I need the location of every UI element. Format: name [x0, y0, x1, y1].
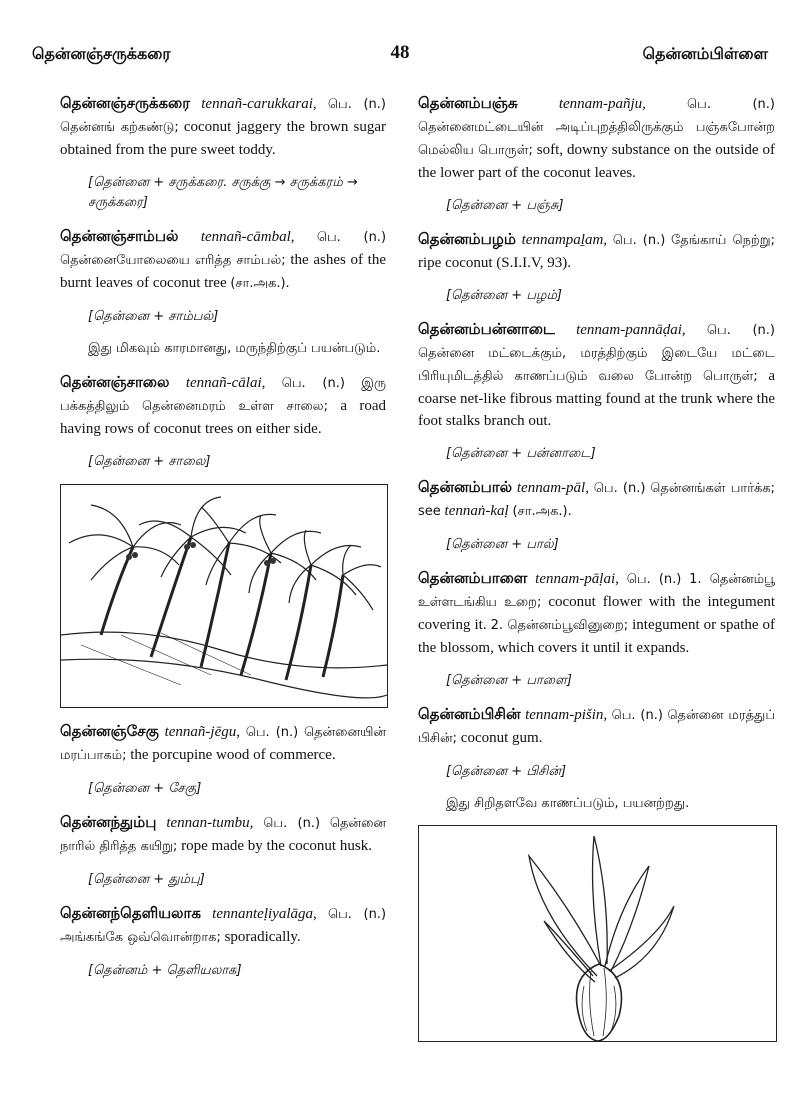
entry-tennan-tumbu	[60, 811, 386, 858]
part-of-speech: பெ. (n.)	[706, 323, 775, 338]
transliteration: tennam-pāḷai,	[535, 571, 619, 587]
part-of-speech: பெ. (n.)	[263, 816, 321, 831]
english-definition: a road having rows of coconut trees on either side.	[60, 398, 386, 437]
transliteration: tennam-pāl,	[516, 480, 589, 496]
english-definition: soft, downy substance on the outside of the lower part of the coconut leaves.	[418, 142, 775, 181]
entry-tennan-calai	[60, 371, 386, 440]
page-header	[32, 40, 768, 70]
etymology: [தென்னை + பாளை]	[446, 673, 572, 688]
tamil-definition: தென்னை மட்டைக்கும், மரத்திற்கும் இடையே மட்டை பிரியுமிடத்தில் காணப்படும் வலை போன்ற பொருள்;	[418, 346, 775, 384]
english-definition: the ashes of the burnt leaves of coconut tree	[60, 252, 387, 291]
transliteration: tennam-pišin,	[525, 707, 608, 723]
headword: தென்னம்பழம்	[418, 230, 516, 248]
transliteration: tennañ-cāmbal,	[200, 229, 295, 245]
source-reference: (சா.அக.).	[512, 504, 572, 519]
left-column	[60, 92, 386, 993]
part-of-speech: பெ. (n.)	[316, 230, 387, 245]
english-definition: a coarse net-like fibrous matting found at the trunk where the foot stalks branch out.	[418, 368, 775, 429]
etymology: [தென்னை + சாலை]	[88, 454, 211, 469]
english-definition: the porcupine wood of commerce.	[130, 747, 336, 763]
headword: தென்னஞ்சாலை	[60, 373, 170, 391]
entry-tennam-pisin	[418, 703, 775, 750]
cross-reference: tennaṅ-kaḷ	[444, 503, 509, 519]
sense-2-english: integument or spathe of the blossom, which covers it until it expands.	[418, 617, 775, 656]
coconut-sapling-illustration	[418, 825, 777, 1042]
tamil-definition: தென்னங்கள் பார்க்க; see	[418, 481, 775, 519]
transliteration: tennañ-cālai,	[185, 375, 266, 391]
tamil-definition: தென்னங் கற்கண்டு;	[60, 120, 179, 135]
tamil-definition: இரு பக்கத்திலும் தென்னைமரம் உள்ள சாலை;	[60, 376, 386, 414]
entry-tennampalam	[418, 228, 775, 274]
english-definition: rope made by the coconut husk.	[181, 838, 372, 854]
headword: தென்னஞ்சாம்பல்	[60, 227, 179, 245]
headword: தென்னம்பன்னாடை	[418, 320, 555, 338]
english-definition: ripe coconut (S.I.I.V, 93).	[418, 255, 572, 271]
entry-tennanteliyalaga	[60, 902, 386, 949]
english-definition: coconut jaggery the brown sugar obtained from the pure sweet toddy.	[60, 119, 387, 158]
header-left-guide-word: தென்னஞ்சருக்கரை	[32, 44, 171, 63]
etymology: [தென்னை + சருக்கரை. சருக்கு → சருக்கரம் → சருக்கரை]	[88, 175, 358, 210]
etymology: [தென்னை + பழம்]	[446, 288, 562, 303]
part-of-speech: பெ. (n.)	[626, 572, 682, 587]
tamil-definition: தேங்காய் நெற்று;	[671, 233, 776, 248]
part-of-speech: பெ. (n.)	[245, 725, 299, 740]
sense-1-english: coconut flower with the integument covering it.	[418, 594, 776, 633]
headword: தென்னந்தெளியலாக	[60, 904, 201, 922]
headword: தென்னந்தும்பு	[60, 813, 157, 831]
tamil-definition: தென்னையோலையை எரித்த சாம்பல்;	[60, 253, 286, 268]
entry-tennan-cambal	[60, 225, 386, 295]
transliteration: tennan-tumbu,	[166, 815, 254, 831]
usage-note: இது மிகவும் காரமானது, மருந்திற்குப் பயன்படும்.	[88, 341, 381, 356]
english-definition: coconut gum.	[460, 730, 543, 746]
coconut-grove-illustration	[60, 484, 388, 708]
source-reference: (சா.அக.).	[230, 276, 290, 291]
transliteration: tennampaḻam,	[521, 232, 608, 248]
transliteration: tennanteḷiyalāga,	[212, 906, 317, 922]
headword: தென்னம்பிசின்	[418, 705, 521, 723]
tamil-definition: தென்னை மரத்துப் பிசின்;	[418, 708, 775, 746]
headword: தென்னம்பால்	[418, 478, 513, 496]
header-right-guide-word: தென்னம்பிள்ளை	[642, 44, 768, 63]
sense-1-tamil: 1. தென்னம்பூ உள்ளடங்கிய உறை;	[418, 572, 776, 610]
part-of-speech: பெ. (n.)	[612, 233, 666, 248]
transliteration: tennam-pannāḍai,	[576, 322, 686, 338]
transliteration: tennañ-jēgu,	[164, 724, 240, 740]
etymology: [தென்னை + சாம்பல்]	[88, 309, 219, 324]
tamil-definition: தென்னை நாரில் திரித்த கயிறு;	[60, 816, 387, 854]
entry-tennan-jegu	[60, 720, 386, 767]
etymology: [தென்னை + பன்னாடை]	[446, 446, 596, 461]
entry-tennam-palai	[418, 567, 775, 659]
etymology: [தென்னை + தும்பு]	[88, 872, 205, 887]
etymology: [தென்னை + சேகு]	[88, 781, 202, 796]
entry-tennam-panju	[418, 92, 775, 184]
headword: தென்னஞ்சேகு	[60, 722, 159, 740]
part-of-speech: பெ. (n.)	[327, 97, 387, 112]
part-of-speech: பெ. (n.)	[327, 907, 387, 922]
headword: தென்னம்பாளை	[418, 569, 528, 587]
etymology: [தென்னை + பிசின்]	[446, 764, 567, 779]
transliteration: tennam-pañju,	[558, 96, 646, 112]
etymology: [தென்னை + பால்]	[446, 537, 559, 552]
entry-tennam-pannadai	[418, 318, 775, 432]
sense-2-tamil: 2. தென்னம்பூவினுறை;	[490, 618, 629, 633]
etymology: [தென்னம் + தெளியலாக]	[88, 963, 242, 978]
part-of-speech: பெ. (n.)	[281, 376, 345, 391]
headword: தென்னஞ்சருக்கரை	[60, 94, 190, 112]
etymology: [தென்னை + பஞ்சு]	[446, 198, 564, 213]
part-of-speech: பெ. (n.)	[593, 481, 646, 496]
part-of-speech: பெ. (n.)	[687, 97, 775, 112]
tamil-definition: தென்னைமட்டையின் அடிப்புறத்திலிருக்கும் பஞ்சுபோன்ற மெல்லிய பொருள்;	[418, 120, 775, 158]
english-definition: sporadically.	[224, 929, 301, 945]
tamil-definition: அங்கங்கே ஒவ்வொன்றாக;	[60, 930, 221, 945]
headword: தென்னம்பஞ்சு	[418, 94, 518, 112]
entry-tennan-carukkarai	[60, 92, 386, 161]
part-of-speech: பெ. (n.)	[611, 708, 663, 723]
page-number: 48	[390, 42, 410, 63]
usage-note: இது சிறிதளவே காணப்படும், பயனற்றது.	[446, 796, 690, 811]
tamil-definition: தென்னையின் மரப்பாகம்;	[60, 725, 387, 763]
right-column	[418, 92, 775, 916]
transliteration: tennañ-carukkarai,	[201, 96, 317, 112]
entry-tennam-pal	[418, 476, 775, 523]
